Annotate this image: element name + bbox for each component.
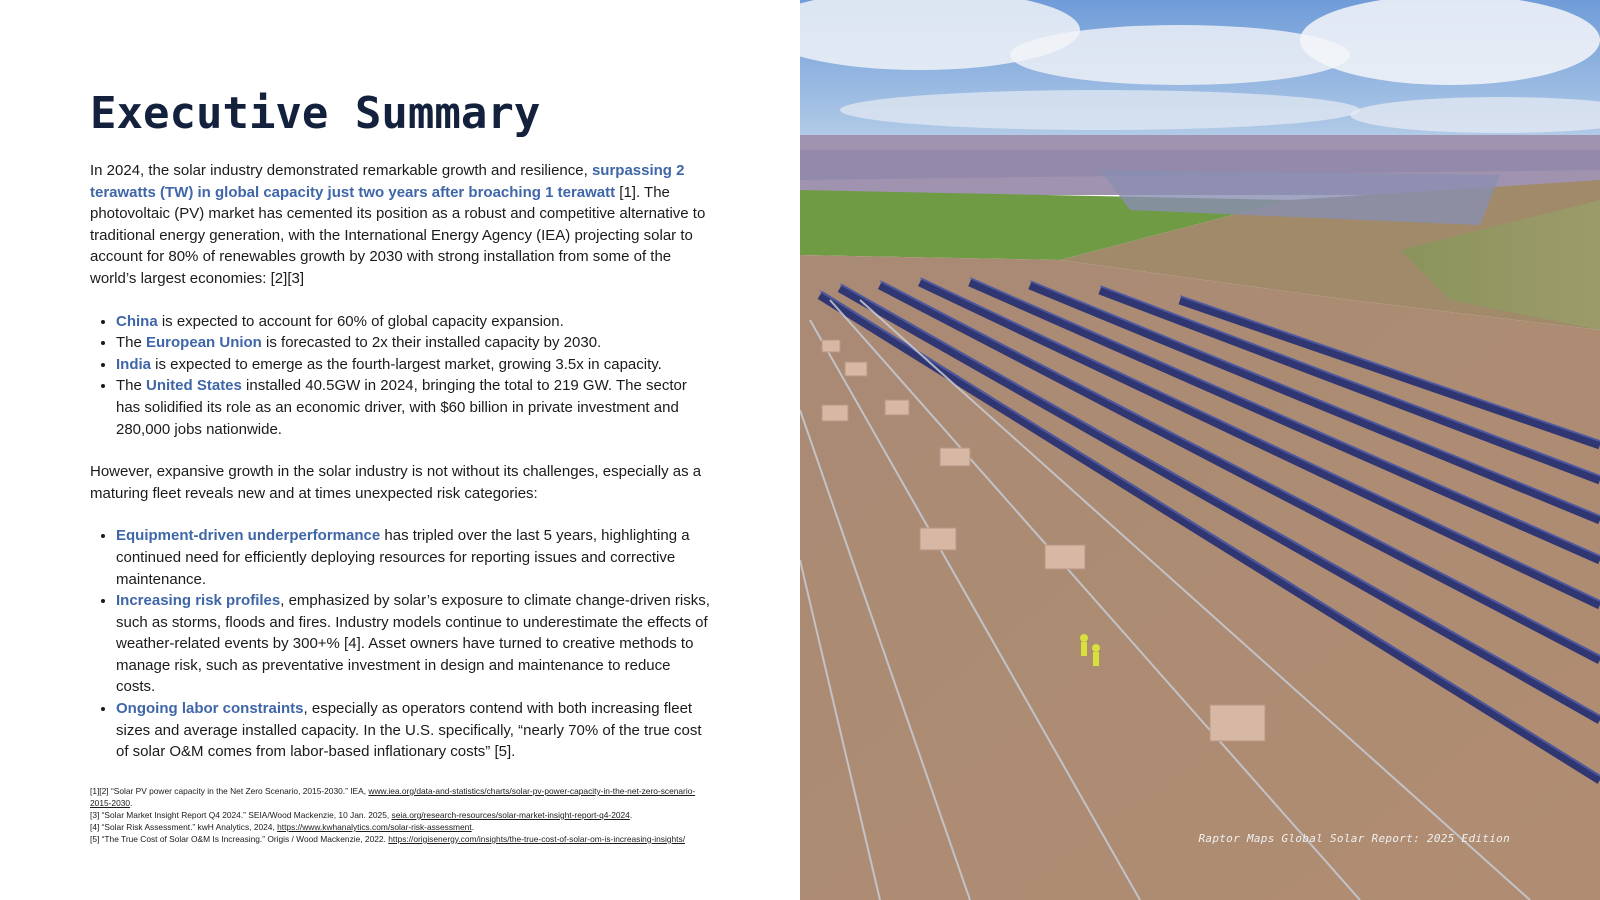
page-title: Executive Summary — [90, 88, 541, 139]
footnote: [4] “Solar Risk Assessment.” kwH Analytics, 2024, https://www.kwhanalytics.com/solar-risk-assessment. — [90, 821, 474, 832]
list-item-underperformance: • Equipment-driven underperformance has tripled over the last 5 years, highlighting a continued need for efficiently deploying resources for reporting issues and corrective maintenance. — [116, 525, 710, 590]
intro-paragraph — [90, 160, 710, 290]
footnotes — [90, 785, 710, 845]
photo-caption: Raptor Maps Global Solar Report: 2025 Edition — [1198, 832, 1510, 845]
challenges-paragraph: However, expansive growth in the solar industry is not without its challenges, especially as a maturing fleet reveals new and at times unexpected risk categories: — [90, 463, 702, 502]
footnote-link[interactable]: www.iea.org/data-and-statistics/charts/solar-pv-power-capacity-in-the-net-zero-scenario-2015-2030 — [90, 785, 696, 808]
list-item-labor: • Ongoing labor constraints, especially as operators contend with both increasing fleet sizes and average installed capacity. In the U.S. specifically, “nearly 70% of the true cost of solar O&M comes from labor-based inflationary costs” [5]. — [116, 698, 710, 763]
list-item-us: • The United States installed 40.5GW in 2024, bringing the total to 219 GW. The sector has solidified its role as an economic driver, with $60 billion in private investment and 280,000 jobs nationwide. — [116, 375, 710, 440]
footnote: [5] “The True Cost of Solar O&M Is Increasing.” Origis / Wood Mackenzie, 2022. https://origisenergy.com/insights/the-true-cost-of-solar-om-is-increasing-insights/ — [90, 833, 686, 844]
market-name: United States — [146, 377, 242, 395]
market-name: India — [116, 355, 152, 373]
list-item-eu: • The European Union is forecasted to 2x their installed capacity by 2030. — [116, 332, 710, 354]
footnote-link[interactable]: https://www.kwhanalytics.com/solar-risk-assessment — [277, 821, 472, 832]
summary-content — [90, 88, 710, 845]
risk-name: Equipment-driven underperformance — [116, 527, 381, 545]
risk-name: Ongoing labor constraints — [116, 700, 304, 718]
footnote-link[interactable]: https://origisenergy.com/insights/the-true-cost-of-solar-om-is-increasing-insights/ — [388, 833, 686, 844]
risks-list — [90, 525, 710, 763]
list-item-india: • India is expected to emerge as the fourth-largest market, growing 3.5x in capacity. — [116, 354, 710, 376]
solar-farm-illustration — [800, 0, 1600, 900]
footnote: [3] “Solar Market Insight Report Q4 2024.” SEIA/Wood Mackenzie, 10 Jan. 2025, seia.org/research-resources/solar-market-insight-report-q4-2024. — [90, 809, 633, 820]
footnote: [1][2] “Solar PV power capacity in the Net Zero Scenario, 2015-2030.” IEA, www.iea.org/data-and-statistics/charts/solar-pv-power-capacity-in-the-net-zero-scenario-2015-2030. — [90, 785, 696, 808]
list-item-china: • China is expected to account for 60% of global capacity expansion. — [116, 311, 710, 333]
market-name: European Union — [146, 334, 262, 352]
footnote-link[interactable]: seia.org/research-resources/solar-market-insight-report-q4-2024 — [391, 809, 630, 820]
solar-farm-photo — [800, 0, 1600, 900]
list-item-risk-profiles: • Increasing risk profiles, emphasized by solar’s exposure to climate change-driven risks, such as storms, floods and fires. Industry models continue to underestimate the effects of weather-related events by 300+% [4]. Asset owners have turned to creative methods to manage risk, such as preventative investment in design and maintenance to reduce costs. — [116, 590, 710, 698]
risk-name: Increasing risk profiles — [116, 592, 281, 610]
intro-text-continued: [1]. The photovoltaic (PV) market has cemented its position as a robust and competitive alternative to traditional energy generation, with the International Energy Agency (IEA) projecting solar to account for 80% of renewables growth by 2030 with strong installation from some of the world’s largest economies: [2][3] — [90, 183, 706, 287]
intro-text: In 2024, the solar industry demonstrated remarkable growth and resilience, — [90, 162, 592, 179]
market-name: China — [116, 312, 158, 330]
intro-highlight: surpassing 2 terawatts (TW) in global capacity just two years after broaching 1 terawatt — [90, 162, 685, 201]
markets-list — [90, 311, 710, 441]
